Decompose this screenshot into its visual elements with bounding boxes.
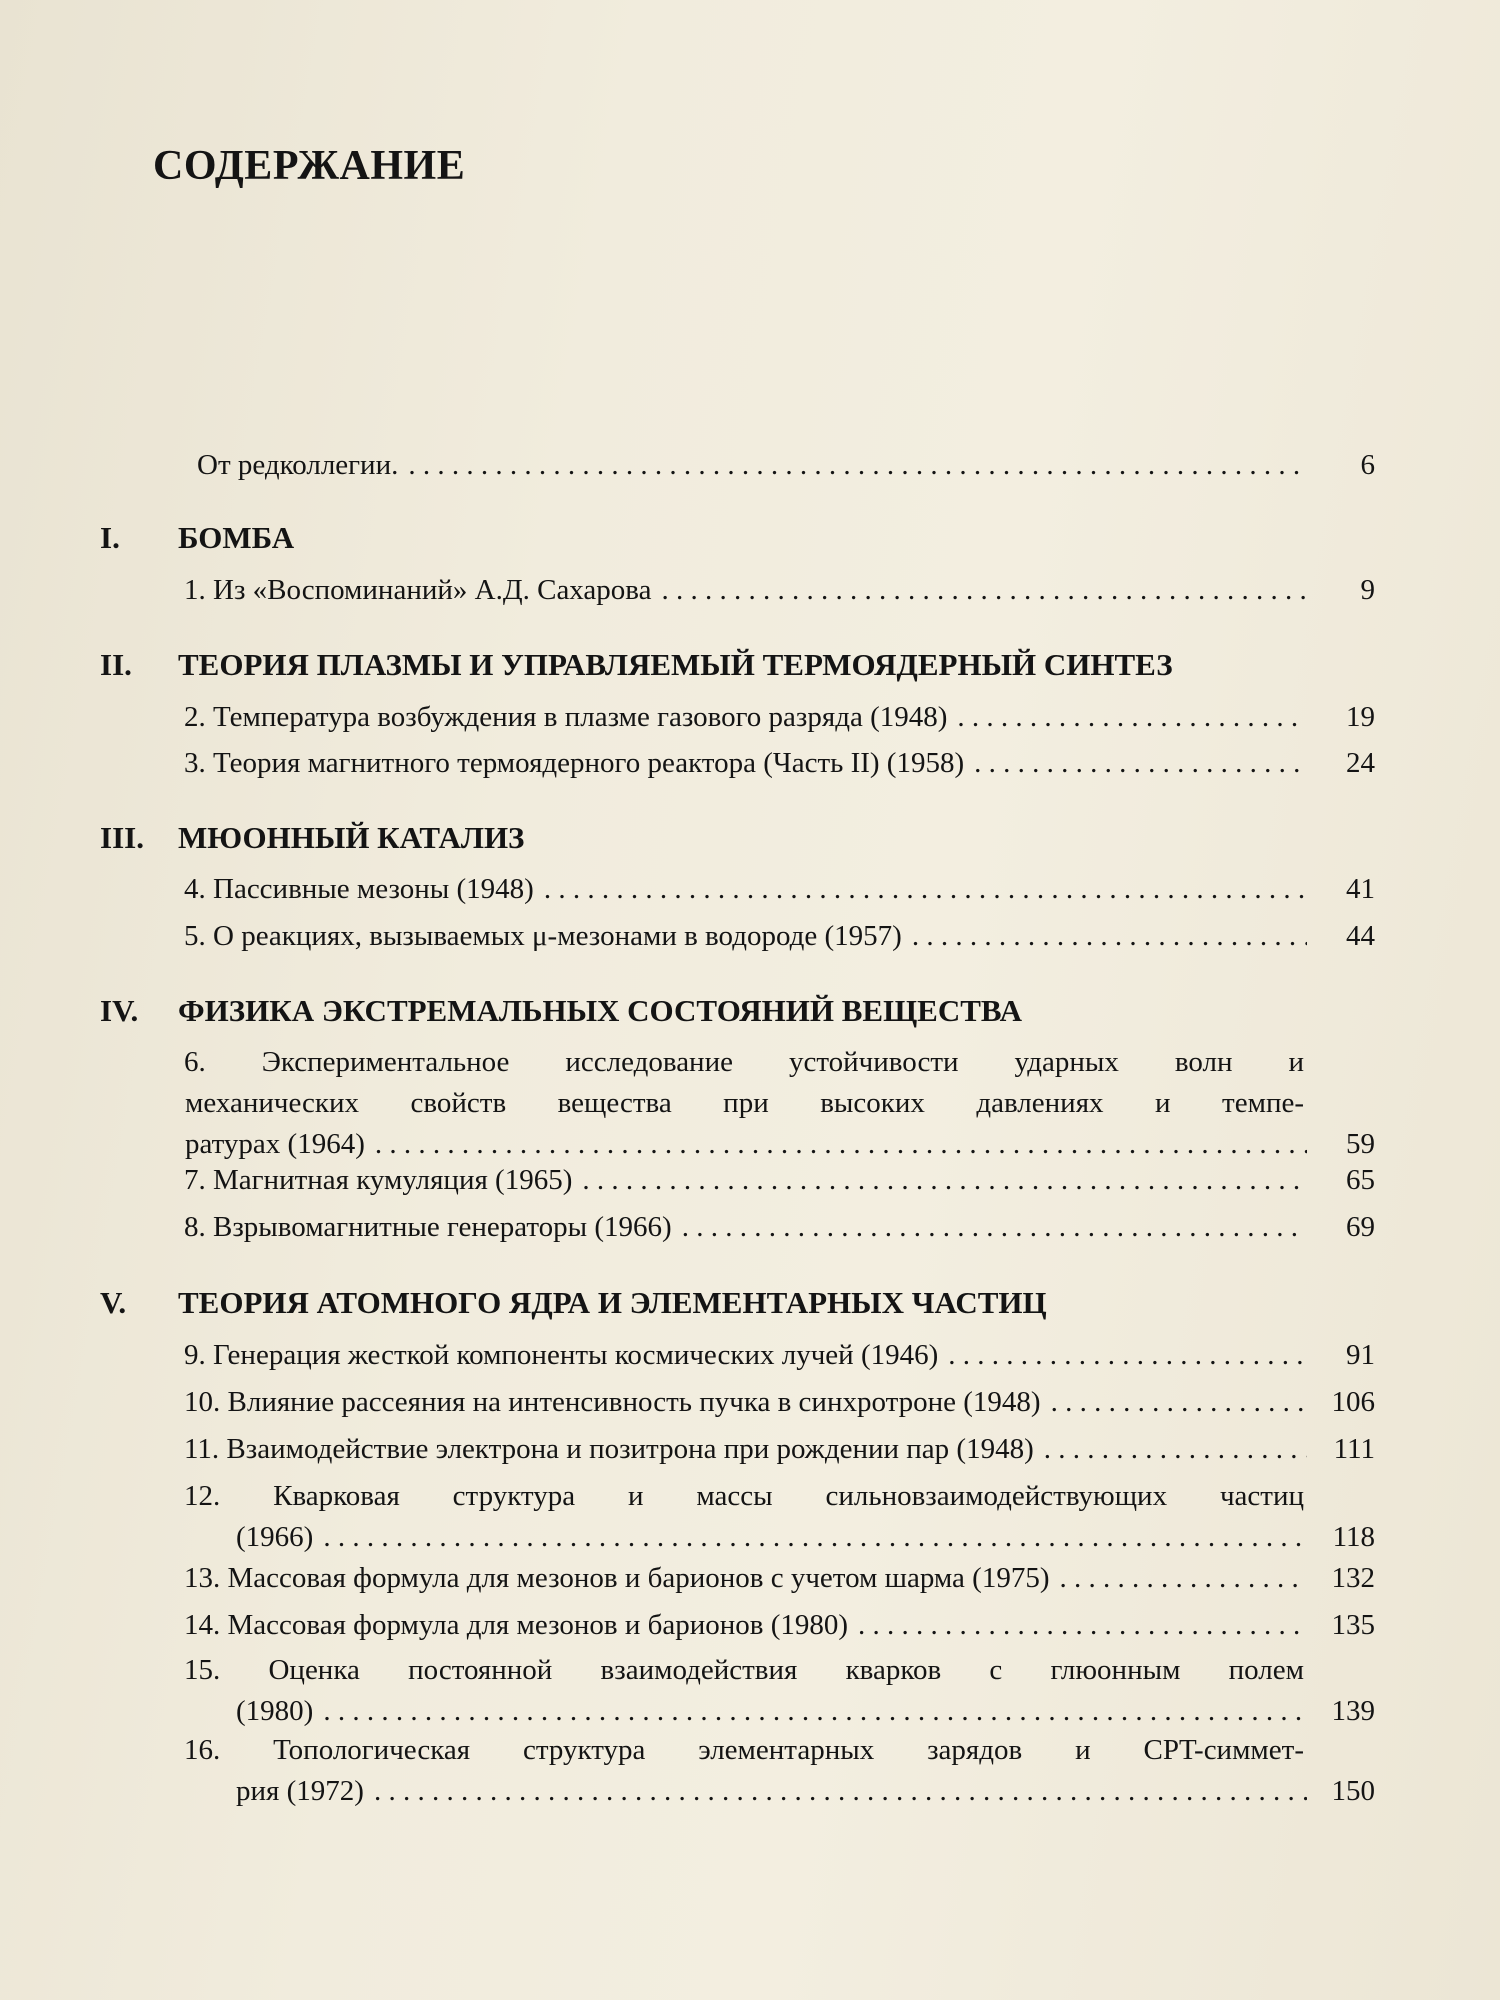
entry-title: 3. Теория магнитного термоядерного реактора (Часть II) (1958)	[184, 747, 965, 779]
entry-page-number: 69	[1346, 1211, 1375, 1243]
entry-title: 4. Пассивные мезоны (1948)	[184, 873, 534, 905]
leader-dots	[948, 1335, 1307, 1376]
section-heading	[100, 993, 1375, 1029]
entry-page-number: 44	[1346, 920, 1375, 952]
toc-entry[interactable]	[184, 570, 1375, 611]
section-number: IV.	[100, 993, 139, 1028]
entry-title: 7. Магнитная кумуляция (1965)	[184, 1164, 573, 1196]
section-title: МЮОННЫЙ КАТАЛИЗ	[178, 820, 525, 855]
section-heading	[100, 820, 1375, 856]
section-heading	[100, 520, 1375, 556]
entry-title: ратурах (1964)	[185, 1128, 365, 1160]
entry-page-number: 135	[1331, 1609, 1375, 1641]
toc-entry[interactable]	[184, 1160, 1375, 1201]
entry-title: 14. Массовая формула для мезонов и барионов (1980)	[184, 1609, 849, 1641]
entry-title: 8. Взрывомагнитные генераторы (1966)	[184, 1211, 672, 1243]
leader-dots	[661, 570, 1307, 611]
toc-entry[interactable]	[184, 1335, 1375, 1376]
leader-dots	[957, 697, 1307, 738]
leader-dots	[1059, 1558, 1307, 1599]
entry-page-number: 65	[1346, 1164, 1375, 1196]
toc-entry[interactable]	[184, 1558, 1375, 1599]
entry-title: 13. Массовая формула для мезонов и барионов с учетом шарма (1975)	[184, 1562, 1050, 1594]
entry-page-number: 9	[1360, 574, 1375, 606]
entry-title-line: 6. Экспериментальное исследование устойчивости ударных волн и	[184, 1046, 1304, 1078]
entry-title-line: механических свойств вещества при высоких давлениях и темпе-	[185, 1087, 1304, 1119]
toc-entry[interactable]	[184, 697, 1375, 738]
entry-page-number: 139	[1331, 1695, 1375, 1727]
entry-title-line: 16. Топологическая структура элементарных зарядов и CPT-симмет-	[184, 1734, 1304, 1766]
leader-dots	[974, 743, 1307, 784]
toc-entry[interactable]	[184, 1476, 1375, 1558]
toc-entry[interactable]	[184, 1429, 1375, 1470]
leader-dots	[682, 1207, 1307, 1248]
entry-page-number: 118	[1332, 1521, 1375, 1553]
section-number: I.	[100, 520, 120, 555]
toc-entry[interactable]	[184, 743, 1375, 784]
entry-title: 10. Влияние рассеяния на интенсивность пучка в синхротроне (1948)	[184, 1386, 1041, 1418]
toc-entry[interactable]	[184, 1382, 1375, 1423]
toc-entry[interactable]	[184, 1730, 1375, 1812]
section-title: БОМБА	[178, 520, 295, 555]
entry-title: 2. Температура возбуждения в плазме газового разряда (1948)	[184, 701, 948, 733]
entry-title: 11. Взаимодействие электрона и позитрона при рождении пар (1948)	[184, 1433, 1034, 1465]
entry-page-number: 59	[1346, 1128, 1375, 1160]
leader-dots	[374, 1771, 1307, 1812]
entry-page-number: 19	[1346, 701, 1375, 733]
toc-entry-preface[interactable]	[197, 445, 1375, 486]
entry-title: (1966)	[236, 1521, 314, 1553]
entry-title: 9. Генерация жесткой компоненты космических лучей (1946)	[184, 1339, 939, 1371]
toc-entry[interactable]	[184, 1042, 1375, 1165]
entry-page-number: 24	[1346, 747, 1375, 779]
leader-dots	[323, 1691, 1307, 1732]
entry-title: (1980)	[236, 1695, 314, 1727]
entry-page-number: 150	[1331, 1775, 1375, 1807]
section-number: III.	[100, 820, 144, 855]
toc-entry[interactable]	[184, 1650, 1375, 1732]
entry-page-number: 41	[1346, 873, 1375, 905]
toc-entry[interactable]	[184, 869, 1375, 910]
leader-dots	[544, 869, 1307, 910]
leader-dots	[582, 1160, 1307, 1201]
entry-title: рия (1972)	[236, 1775, 364, 1807]
section-heading	[100, 1285, 1375, 1321]
entry-page-number: 91	[1346, 1339, 1375, 1371]
section-title: ФИЗИКА ЭКСТРЕМАЛЬНЫХ СОСТОЯНИЙ ВЕЩЕСТВА	[178, 993, 1022, 1028]
section-number: V.	[100, 1285, 127, 1320]
leader-dots	[1051, 1382, 1307, 1423]
entry-title: 1. Из «Воспоминаний» А.Д. Сахарова	[184, 574, 652, 606]
section-number: II.	[100, 647, 132, 682]
page-title: СОДЕРЖАНИЕ	[153, 143, 466, 189]
leader-dots	[375, 1124, 1307, 1165]
entry-title-line: 12. Кварковая структура и массы сильновзаимодействующих частиц	[184, 1480, 1304, 1512]
leader-dots	[323, 1517, 1307, 1558]
section-title: ТЕОРИЯ АТОМНОГО ЯДРА И ЭЛЕМЕНТАРНЫХ ЧАСТИЦ	[178, 1285, 1047, 1320]
entry-page-number: 132	[1331, 1562, 1375, 1594]
section-title: ТЕОРИЯ ПЛАЗМЫ И УПРАВЛЯЕМЫЙ ТЕРМОЯДЕРНЫЙ СИНТЕЗ	[178, 647, 1173, 682]
entry-page-number: 6	[1360, 449, 1375, 481]
entry-page-number: 106	[1331, 1386, 1375, 1418]
toc-entry[interactable]	[184, 1605, 1375, 1646]
entry-title: 5. О реакциях, вызываемых μ-мезонами в водороде (1957)	[184, 920, 902, 952]
leader-dots	[912, 916, 1307, 957]
toc-entry[interactable]	[184, 916, 1375, 957]
leader-dots	[858, 1605, 1307, 1646]
entry-title-line: 15. Оценка постоянной взаимодействия кварков с глюонным полем	[184, 1654, 1304, 1686]
entry-page-number: 111	[1333, 1433, 1375, 1465]
entry-title: От редколлегии.	[197, 449, 399, 481]
section-heading	[100, 647, 1375, 683]
leader-dots	[408, 445, 1307, 486]
toc-entry[interactable]	[184, 1207, 1375, 1248]
leader-dots	[1044, 1429, 1307, 1470]
